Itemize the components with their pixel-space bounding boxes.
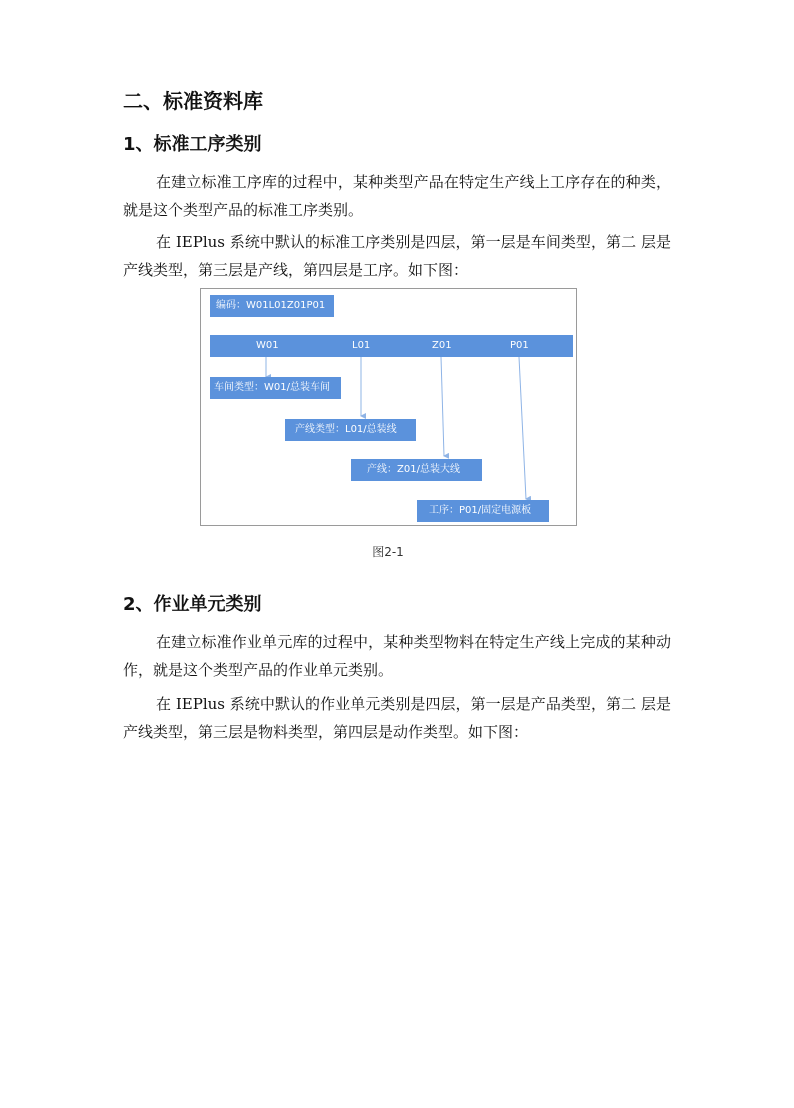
figure-level1-box: 车间类型：W01/总装车间	[210, 377, 341, 399]
figure-level2-box: 产线类型：L01/总装线	[285, 419, 416, 441]
figure-connectors	[201, 289, 578, 527]
band-label-l01: L01	[352, 340, 371, 351]
connector-p01	[519, 357, 526, 499]
paragraph-process-levels: 在 IEPlus 系统中默认的标准工序类别是四层，第一层是车间类型，第二 层是产线类型，第三层是产线，第四层是工序。如下图：	[123, 233, 671, 279]
subsection-title-process: 1、标准工序类别	[123, 134, 262, 155]
paragraph-work-unit-levels: 在 IEPlus 系统中默认的作业单元类别是四层，第一层是产品类型，第二 层是产线类型，第三层是物料类型，第四层是动作类型。如下图：	[123, 695, 671, 741]
figure-level4-box: 工序：P01/固定电源板	[417, 500, 549, 522]
figure-level3-box: 产线：Z01/总装大线	[351, 459, 482, 481]
section-title: 二、标准资料库	[123, 89, 263, 113]
paragraph-process-definition: 在建立标准工序库的过程中，某种类型产品在特定生产线上工序存在的种类，就是这个类型产品的标准工序类别。	[123, 173, 671, 219]
figure-process-hierarchy	[200, 288, 577, 526]
figure-code-box: 编码：W01L01Z01P01	[210, 295, 334, 317]
band-label-w01: W01	[256, 340, 279, 351]
connector-z01	[441, 357, 444, 456]
figure-caption: 图2-1	[372, 545, 404, 559]
figure-level-band	[210, 335, 573, 357]
subsection-title-work-unit: 2、作业单元类别	[123, 594, 262, 615]
band-label-p01: P01	[510, 340, 529, 351]
band-label-z01: Z01	[432, 340, 452, 351]
paragraph-work-unit-definition: 在建立标准作业单元库的过程中，某种类型物料在特定生产线上完成的某种动作，就是这个类型产品的作业单元类别。	[123, 633, 671, 679]
